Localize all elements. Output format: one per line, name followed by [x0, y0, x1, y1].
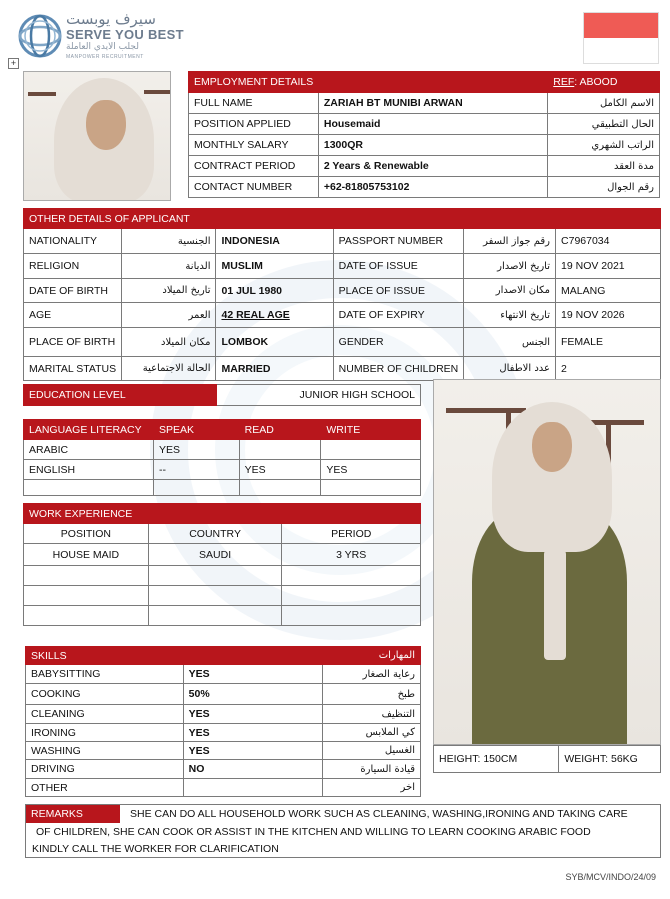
religion-label: RELIGION — [24, 254, 122, 279]
skill-label-ar: الغسيل — [323, 742, 421, 760]
skill-row — [26, 705, 421, 724]
full-name-label: FULL NAME — [189, 93, 319, 114]
full-name-value: ZARIAH BT MUNIBI ARWAN — [318, 93, 547, 114]
date-of-expiry-value: 19 NOV 2026 — [556, 303, 661, 328]
employment-row — [189, 135, 660, 156]
education-value: JUNIOR HIGH SCHOOL — [217, 385, 421, 406]
employment-row — [189, 93, 660, 114]
place-of-birth-label-ar: مكان الميلاد — [122, 328, 216, 357]
write-header: WRITE — [321, 420, 421, 440]
ref-cell — [548, 72, 660, 93]
work-country — [148, 586, 282, 606]
table-row — [24, 524, 421, 544]
table-row — [24, 566, 421, 586]
passport-number-value: C7967034 — [556, 229, 661, 254]
table-row — [24, 544, 421, 566]
indonesia-flag — [583, 12, 659, 64]
employment-details-table — [188, 71, 660, 198]
place-of-issue-value: MALANG — [556, 279, 661, 303]
skill-label: CLEANING — [26, 705, 184, 724]
nationality-label-ar: الجنسية — [122, 229, 216, 254]
contract-period-value: 2 Years & Renewable — [318, 156, 547, 177]
remarks-box — [25, 804, 661, 858]
place-of-issue-label: PLACE OF ISSUE — [333, 279, 464, 303]
skill-value — [183, 779, 323, 797]
other-row — [24, 357, 661, 381]
skill-label: DRIVING — [26, 760, 184, 779]
work-experience-header: WORK EXPERIENCE — [24, 504, 421, 524]
passport-number-label: PASSPORT NUMBER — [333, 229, 464, 254]
skill-label: BABYSITTING — [26, 665, 184, 684]
ref-label: REF — [553, 76, 575, 88]
passport-number-label-ar: رقم جواز السفر — [464, 229, 556, 254]
period-column-header: PERIOD — [282, 524, 421, 544]
ref-value: : ABOOD — [574, 76, 618, 88]
religion-label-ar: الديانة — [122, 254, 216, 279]
skill-value: 50% — [183, 684, 323, 705]
age-value: 42 REAL AGE — [216, 303, 333, 328]
position-applied-label: POSITION APPLIED — [189, 114, 319, 135]
other-row — [24, 303, 661, 328]
skills-header: SKILLS — [26, 647, 323, 665]
footer-code: SYB/MCV/INDO/24/09 — [565, 872, 656, 882]
language-read: YES — [239, 460, 321, 480]
number-of-children-label: NUMBER OF CHILDREN — [333, 357, 464, 381]
position-applied-value: Housemaid — [318, 114, 547, 135]
position-column-header: POSITION — [24, 524, 149, 544]
date-of-expiry-label-ar: تاريخ الانتهاء — [464, 303, 556, 328]
language-table — [23, 419, 421, 496]
other-details-header: OTHER DETAILS OF APPLICANT — [24, 209, 334, 229]
skill-label-ar: اخر — [323, 779, 421, 797]
skill-value: YES — [183, 724, 323, 742]
date-of-expiry-label: DATE OF EXPIRY — [333, 303, 464, 328]
work-period — [282, 586, 421, 606]
date-of-birth-label-ar: تاريخ الميلاد — [122, 279, 216, 303]
country-column-header: COUNTRY — [148, 524, 282, 544]
read-header: READ — [239, 420, 321, 440]
plus-icon[interactable]: + — [8, 58, 19, 69]
skill-label-ar: رعاية الصغار — [323, 665, 421, 684]
remarks-line-1: SHE CAN DO ALL HOUSEHOLD WORK SUCH AS CLEANING, WASHING,IRONING AND TAKING CARE — [130, 808, 628, 820]
skills-header-ar: المهارات — [323, 647, 421, 665]
weight-value: WEIGHT: 56KG — [559, 746, 661, 773]
table-row — [24, 440, 421, 460]
skill-label: WASHING — [26, 742, 184, 760]
logo-name: SERVE YOU BEST — [66, 27, 184, 42]
employment-details-header: EMPLOYMENT DETAILS — [189, 72, 548, 93]
employment-row — [189, 156, 660, 177]
other-row — [24, 279, 661, 303]
other-details-header-right — [333, 209, 660, 229]
skill-row — [26, 742, 421, 760]
date-of-issue-label-ar: تاريخ الاصدار — [464, 254, 556, 279]
employment-row — [189, 114, 660, 135]
height-value: HEIGHT: 150CM — [434, 746, 559, 773]
work-period — [282, 606, 421, 626]
remarks-line-2: OF CHILDREN, SHE CAN COOK OR ASSIST IN THE KITCHEN AND WILLING TO LEARN COOKING ARABIC FOOD — [36, 826, 591, 838]
language-literacy-header: LANGUAGE LITERACY — [24, 420, 154, 440]
religion-value: MUSLIM — [216, 254, 333, 279]
age-label: AGE — [24, 303, 122, 328]
language-speak: YES — [153, 440, 239, 460]
education-label: EDUCATION LEVEL — [24, 385, 217, 406]
date-of-issue-label: DATE OF ISSUE — [333, 254, 464, 279]
contact-number-value: +62-81805753102 — [318, 177, 547, 198]
contract-period-label: CONTRACT PERIOD — [189, 156, 319, 177]
table-row — [24, 480, 421, 496]
nationality-value: INDONESIA — [216, 229, 333, 254]
work-experience-table — [23, 503, 421, 626]
logo-arabic-name: سيرف يوبست — [66, 10, 156, 28]
work-position — [24, 566, 149, 586]
contact-number-label-ar: رقم الجوال — [548, 177, 660, 198]
skill-label-ar: قيادة السيارة — [323, 760, 421, 779]
gender-value: FEMALE — [556, 328, 661, 357]
table-row — [24, 586, 421, 606]
other-row — [24, 254, 661, 279]
employment-row — [189, 177, 660, 198]
work-position — [24, 606, 149, 626]
language-write: YES — [321, 460, 421, 480]
language-write — [321, 440, 421, 460]
marital-status-label-ar: الحالة الاجتماعية — [122, 357, 216, 381]
gender-label: GENDER — [333, 328, 464, 357]
date-of-birth-value: 01 JUL 1980 — [216, 279, 333, 303]
table-row — [24, 606, 421, 626]
skill-value: YES — [183, 665, 323, 684]
date-of-birth-label: DATE OF BIRTH — [24, 279, 122, 303]
skill-row — [26, 779, 421, 797]
gender-label-ar: الجنس — [464, 328, 556, 357]
skill-label: OTHER — [26, 779, 184, 797]
skill-label-ar: طبخ — [323, 684, 421, 705]
place-of-birth-label: PLACE OF BIRTH — [24, 328, 122, 357]
skill-row — [26, 665, 421, 684]
place-of-birth-value: LOMBOK — [216, 328, 333, 357]
skills-table — [25, 646, 421, 797]
number-of-children-label-ar: عدد الاطفال — [464, 357, 556, 381]
skill-value: YES — [183, 705, 323, 724]
full-name-label-ar: الاسم الكامل — [548, 93, 660, 114]
nationality-label: NATIONALITY — [24, 229, 122, 254]
date-of-issue-value: 19 NOV 2021 — [556, 254, 661, 279]
work-period — [282, 566, 421, 586]
language-name: ARABIC — [24, 440, 154, 460]
skill-label: IRONING — [26, 724, 184, 742]
language-read — [239, 480, 321, 496]
language-write — [321, 480, 421, 496]
applicant-photo-small — [23, 71, 171, 201]
other-details-table — [23, 208, 661, 381]
monthly-salary-label-ar: الراتب الشهري — [548, 135, 660, 156]
speak-header: SPEAK — [153, 420, 239, 440]
contact-number-label: CONTACT NUMBER — [189, 177, 319, 198]
monthly-salary-label: MONTHLY SALARY — [189, 135, 319, 156]
applicant-photo-full — [433, 379, 661, 745]
position-applied-label-ar: الحال التطبيقي — [548, 114, 660, 135]
age-label-ar: العمر — [122, 303, 216, 328]
logo-arabic-subtitle: لجلب الايدي العاملة — [66, 42, 139, 52]
language-name — [24, 480, 154, 496]
skill-label: COOKING — [26, 684, 184, 705]
language-speak: -- — [153, 460, 239, 480]
marital-status-value: MARRIED — [216, 357, 333, 381]
globe-knot-logo-icon — [18, 14, 62, 58]
work-country — [148, 566, 282, 586]
remarks-label: REMARKS — [26, 805, 120, 823]
skill-label-ar: التنظيف — [323, 705, 421, 724]
remarks-line-3: KINDLY CALL THE WORKER FOR CLARIFICATION — [32, 843, 279, 855]
skill-row — [26, 760, 421, 779]
education-table — [23, 384, 421, 406]
other-row — [24, 328, 661, 357]
skill-value: YES — [183, 742, 323, 760]
work-period: 3 YRS — [282, 544, 421, 566]
skill-row — [26, 684, 421, 705]
other-row — [24, 229, 661, 254]
work-position: HOUSE MAID — [24, 544, 149, 566]
measurements-table — [433, 745, 661, 773]
skill-label-ar: كي الملابس — [323, 724, 421, 742]
contract-period-label-ar: مدة العقد — [548, 156, 660, 177]
marital-status-label: MARITAL STATUS — [24, 357, 122, 381]
skill-value: NO — [183, 760, 323, 779]
table-row — [24, 460, 421, 480]
monthly-salary-value: 1300QR — [318, 135, 547, 156]
language-speak — [153, 480, 239, 496]
language-read — [239, 440, 321, 460]
skill-row — [26, 724, 421, 742]
work-country: SAUDI — [148, 544, 282, 566]
number-of-children-value: 2 — [556, 357, 661, 381]
language-name: ENGLISH — [24, 460, 154, 480]
work-position — [24, 586, 149, 606]
place-of-issue-label-ar: مكان الاصدار — [464, 279, 556, 303]
logo-subtitle: MANPOWER RECRUITMENT — [66, 54, 144, 60]
work-country — [148, 606, 282, 626]
